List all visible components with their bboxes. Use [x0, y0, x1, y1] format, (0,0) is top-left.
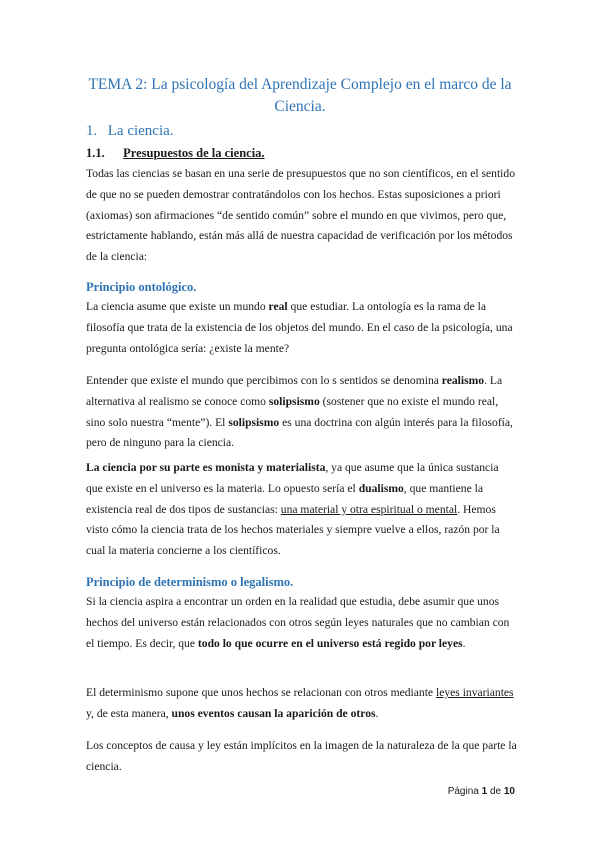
page-footer — [448, 786, 515, 797]
text-run: es una doctrina con algún interés para la filosofía, pero de ninguno para la ciencia. — [86, 415, 513, 450]
document-title: TEMA 2: La psicología del Aprendizaje Complejo en el marco de la Ciencia. — [88, 76, 512, 115]
text-run: , ya que asume que la única sustancia que existe en el universo es la materia. Lo opuesto sería el — [86, 461, 499, 495]
text-run: Entender que existe el mundo que percibimos con lo s sentidos se denomina — [86, 374, 442, 387]
footer-separator: de — [489, 786, 502, 797]
ontological-heading: Principio ontológico. — [86, 280, 197, 294]
text-run: Si la ciencia aspira a encontrar un orden en la realidad que estudia, debe asumir que unos hechos del universo están relacionados con otros según leyes naturales que no cambian con el tiempo. Es decir, que — [86, 595, 510, 650]
text-run: . — [462, 636, 466, 650]
underlined-run: leyes invariantes — [435, 686, 514, 699]
text-run: La ciencia asume que existe un mundo — [86, 300, 269, 313]
bold-run: real — [268, 300, 288, 313]
footer-prefix: Página — [447, 786, 479, 797]
text-run: que estudiar. La ontología es la rama de la filosofía que trata de la existencia de los objetos del mundo. En el caso de la psicología, una pregunta ontológica sería: ¿existe la mente? — [86, 300, 513, 355]
bold-run: dualismo — [358, 481, 404, 495]
text-run: El determinismo supone que unos hechos se relacionan con otros mediante — [86, 686, 436, 699]
bold-run: todo lo que ocurre en el universo está regido por leyes — [197, 636, 463, 650]
section-label: La ciencia. — [107, 123, 174, 139]
text-run: . — [375, 706, 379, 720]
text-run: Los conceptos de causa y ley están implícitos en la imagen de la naturaleza de la que parte la ciencia. — [86, 739, 517, 773]
footer-current-page: 1 — [481, 786, 488, 797]
text-run: (sostener que no existe el mundo real, sino solo nuestra “mente”). El — [86, 394, 499, 429]
section-number: 1. — [86, 123, 98, 139]
intro-paragraph: Todas las ciencias se basan en una serie de presupuestos que no son científicos, en el sentido de que no se pueden demostrar contratándolos con los hechos. Estas suposiciones a priori (axiomas) son afirmaciones “de sentido común” sobre el mundo en que vivimos, pero que, estrictamente hablando, están más allá de nuestra capacidad de verificación por los métodos de la ciencia: — [86, 167, 515, 264]
ontological-paragraph-2 — [86, 371, 518, 454]
determinism-paragraph-2 — [86, 683, 518, 725]
underlined-run: una material y otra espiritual o mental — [280, 502, 458, 516]
subsection-label: Presupuestos de la ciencia. — [123, 146, 265, 160]
bold-run: La ciencia por su parte es monista y materialista — [86, 461, 326, 474]
text-run: y, de esta manera, — [86, 706, 172, 720]
text-run: . Hemos visto cómo la ciencia trata de los hechos materiales y siempre vuelve a ellos, razón por la cual la materia concierne a los científicos. — [86, 502, 500, 558]
text-run: , que mantiene la existencia real de dos tipos de sustancias: — [86, 481, 483, 516]
footer-total-pages: 10 — [503, 786, 515, 797]
bold-run: solipsismo — [228, 415, 280, 429]
ontological-paragraph-1 — [86, 297, 518, 359]
section-heading — [86, 121, 174, 141]
text-run: . La alternativa al realismo se conoce como — [86, 374, 503, 408]
bold-run: unos eventos causan la aparición de otros — [171, 706, 376, 720]
bold-run: solipsismo — [268, 394, 320, 408]
subsection-number: 1.1. — [86, 146, 105, 160]
bold-run: realismo — [441, 374, 485, 387]
determinism-paragraph-1 — [86, 592, 518, 654]
subsection-heading — [86, 145, 265, 161]
ontological-paragraph-3 — [86, 458, 518, 562]
determinism-paragraph-3 — [86, 736, 518, 778]
determinism-heading: Principio de determinismo o legalismo. — [86, 575, 294, 589]
